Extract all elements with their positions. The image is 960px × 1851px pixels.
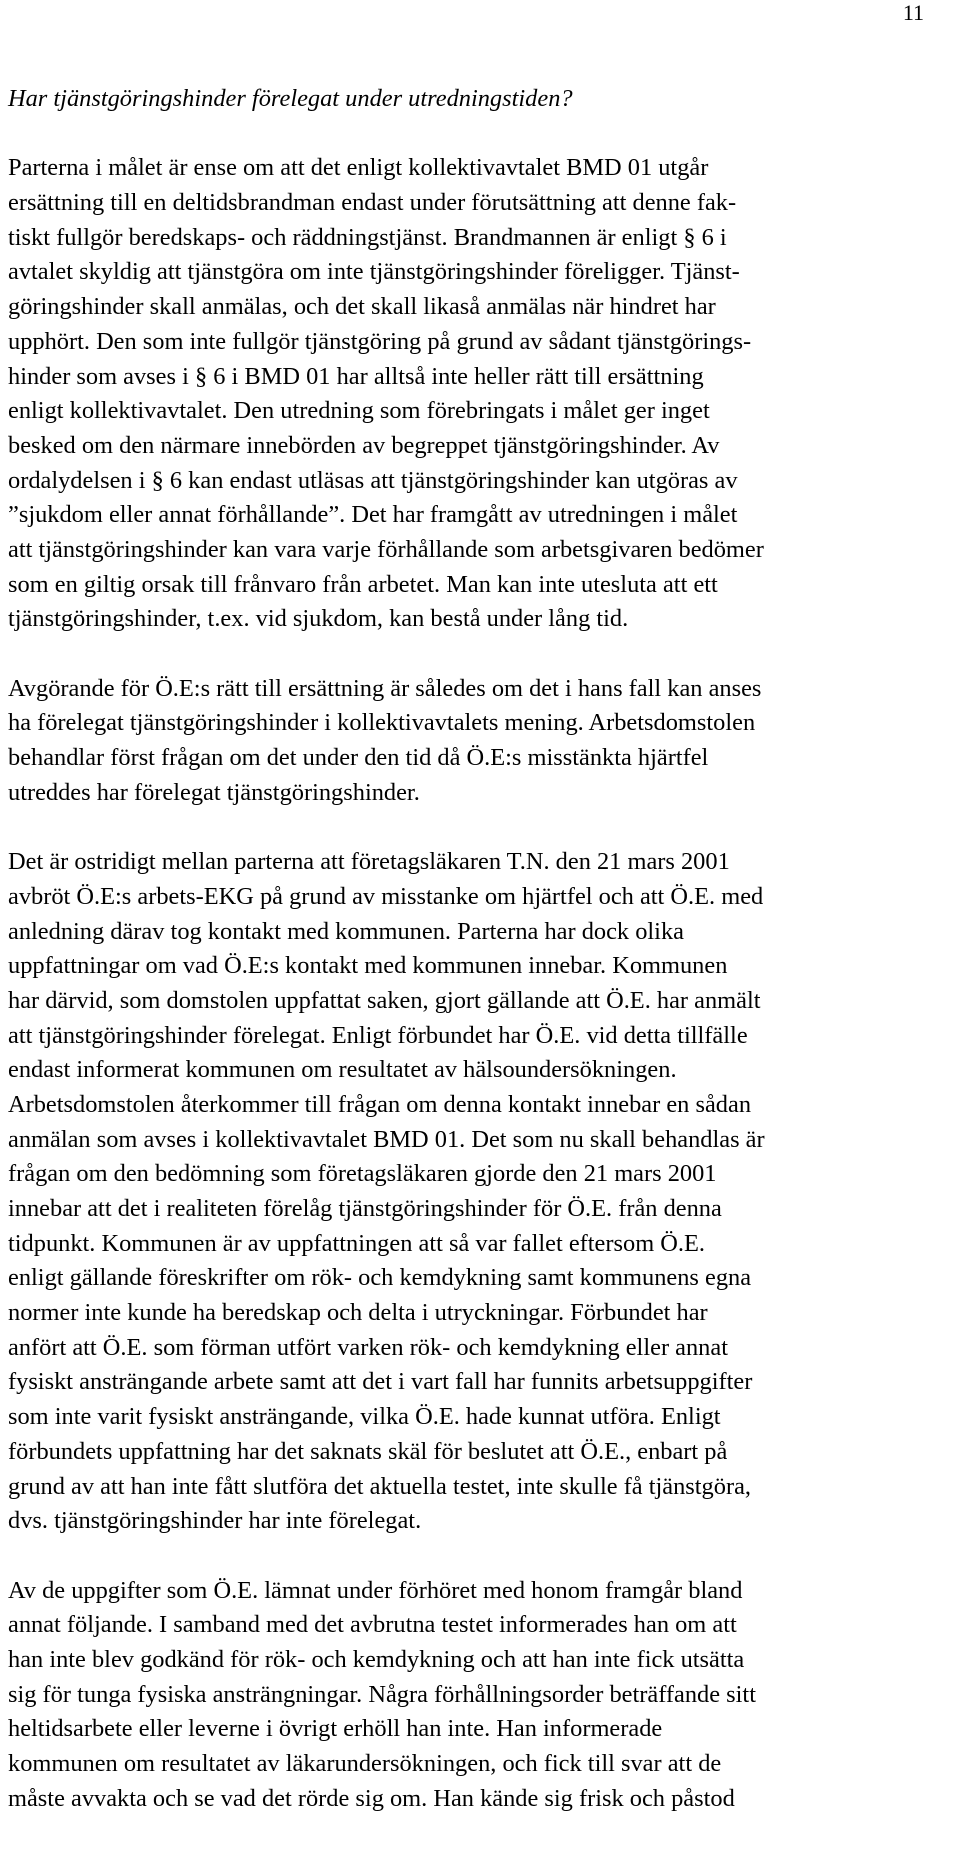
text-line: ha förelegat tjänstgöringshinder i kollektivavtalets mening. Arbetsdomstolen — [8, 709, 756, 737]
text-line: normer inte kunde ha beredskap och delta i utryckningar. Förbundet har — [8, 1299, 708, 1327]
paragraph-container — [8, 151, 960, 1816]
text-line: tidpunkt. Kommunen är av uppfattningen att så var fallet eftersom Ö.E. — [8, 1229, 705, 1257]
text-line: att tjänstgöringshinder kan vara varje förhållande som arbetsgivaren bedömer — [8, 535, 764, 563]
text-line: göringshinder skall anmälas, och det skall likaså anmälas när hindret har — [8, 293, 716, 321]
text-line: avtalet skyldig att tjänstgöra om inte tjänstgöringshinder föreligger. Tjänst- — [8, 258, 740, 286]
text-line: grund av att han inte fått slutföra det aktuella testet, inte skulle få tjänstgöra, — [8, 1472, 751, 1500]
blank-line — [8, 1539, 960, 1574]
text-line: innebar att det i realiteten förelåg tjänstgöringshinder för Ö.E. från denna — [8, 1195, 722, 1222]
text-line: heltidsarbete eller leverne i övrigt erhöll han inte. Han informerade — [8, 1715, 663, 1743]
blank-line — [8, 810, 960, 845]
text-line: tiskt fullgör beredskaps- och räddningstjänst. Brandmannen är enligt § 6 i — [8, 223, 727, 251]
blank-line — [8, 637, 960, 672]
text-line: förbundets uppfattning har det saknats skäl för beslutet att Ö.E., enbart på — [8, 1437, 728, 1465]
text-line: endast informerat kommunen om resultatet av hälsoundersökningen. — [8, 1056, 677, 1084]
text-line: Av de uppgifter som Ö.E. lämnat under förhöret med honom framgår bland — [8, 1576, 743, 1604]
text-line: dvs. tjänstgöringshinder har inte förelegat. — [8, 1507, 422, 1535]
text-line: som en giltig orsak till frånvaro från arbetet. Man kan inte utesluta att ett — [8, 570, 718, 598]
text-line: annat följande. I samband med det avbrutna testet informerades han om att — [8, 1611, 737, 1639]
text-line: har därvid, som domstolen uppfattat saken, gjort gällande att Ö.E. har anmält — [8, 986, 761, 1014]
text-line: Det är ostridigt mellan parterna att företagsläkaren T.N. den 21 mars 2001 — [8, 848, 730, 876]
text-line: anfört att Ö.E. som förman utfört varken rök- och kemdykning eller annat — [8, 1333, 728, 1361]
section-heading: Har tjänstgöringshinder förelegat under utredningstiden? — [8, 85, 573, 112]
text-line: ordalydelsen i § 6 kan endast utläsas att tjänstgöringshinder kan utgöras av — [8, 466, 738, 494]
paragraph — [8, 845, 960, 1539]
page-number: 11 — [902, 0, 924, 25]
text-line: behandlar först frågan om det under den tid då Ö.E:s misstänkta hjärtfel — [8, 744, 709, 772]
text-line: att tjänstgöringshinder förelegat. Enligt förbundet har Ö.E. vid detta tillfälle — [8, 1021, 748, 1049]
text-line: enligt kollektivavtalet. Den utredning som förebringats i målet ger inget — [8, 397, 710, 425]
text-line: Parterna i målet är ense om att det enligt kollektivavtalet BMD 01 utgår — [8, 154, 709, 182]
text-line: utreddes har förelegat tjänstgöringshinder. — [8, 778, 420, 806]
paragraph — [8, 672, 960, 811]
blank-line — [8, 117, 960, 152]
text-line: frågan om den bedömning som företagsläkaren gjorde den 21 mars 2001 — [8, 1160, 717, 1188]
text-line: upphört. Den som inte fullgör tjänstgöring på grund av sådant tjänstgörings- — [8, 327, 752, 355]
document-body — [8, 82, 960, 1816]
text-line: ”sjukdom eller annat förhållande”. Det har framgått av utredningen i målet — [8, 501, 738, 529]
text-line: tjänstgöringshinder, t.ex. vid sjukdom, kan bestå under lång tid. — [8, 605, 629, 633]
text-line: Avgörande för Ö.E:s rätt till ersättning är således om det i hans fall kan anses — [8, 674, 762, 702]
text-line: sig för tunga fysiska ansträngningar. Några förhållningsorder beträffande sitt — [8, 1680, 756, 1708]
paragraph — [8, 1574, 960, 1817]
text-line: uppfattningar om vad Ö.E:s kontakt med kommunen innebar. Kommunen — [8, 952, 728, 980]
text-line: Arbetsdomstolen återkommer till frågan om denna kontakt innebar en sådan — [8, 1090, 752, 1118]
text-line: kommunen om resultatet av läkarundersökningen, och fick till svar att de — [8, 1750, 722, 1777]
text-line: avbröt Ö.E:s arbets-EKG på grund av misstanke om hjärtfel och att Ö.E. med — [8, 882, 764, 910]
text-line: fysiskt ansträngande arbete samt att det i vart fall har funnits arbetsuppgifter — [8, 1368, 753, 1396]
text-line: anmälan som avses i kollektivavtalet BMD 01. Det som nu skall behandlas är — [8, 1125, 765, 1153]
text-line: enligt gällande föreskrifter om rök- och kemdykning samt kommunens egna — [8, 1264, 752, 1292]
text-line: han inte blev godkänd för rök- och kemdykning och att han inte fick utsätta — [8, 1645, 745, 1673]
text-line: besked om den närmare innebörden av begreppet tjänstgöringshinder. Av — [8, 431, 720, 459]
text-line: måste avvakta och se vad det rörde sig om. Han kände sig frisk och påstod — [8, 1784, 735, 1812]
text-line: som inte varit fysiskt ansträngande, vilka Ö.E. hade kunnat utföra. Enligt — [8, 1403, 721, 1431]
text-line: ersättning till en deltidsbrandman endast under förutsättning att denne fak- — [8, 189, 737, 217]
text-line: anledning därav tog kontakt med kommunen. Parterna har dock olika — [8, 917, 684, 945]
paragraph — [8, 151, 960, 637]
text-line: hinder som avses i § 6 i BMD 01 har alltså inte heller rätt till ersättning — [8, 362, 704, 390]
